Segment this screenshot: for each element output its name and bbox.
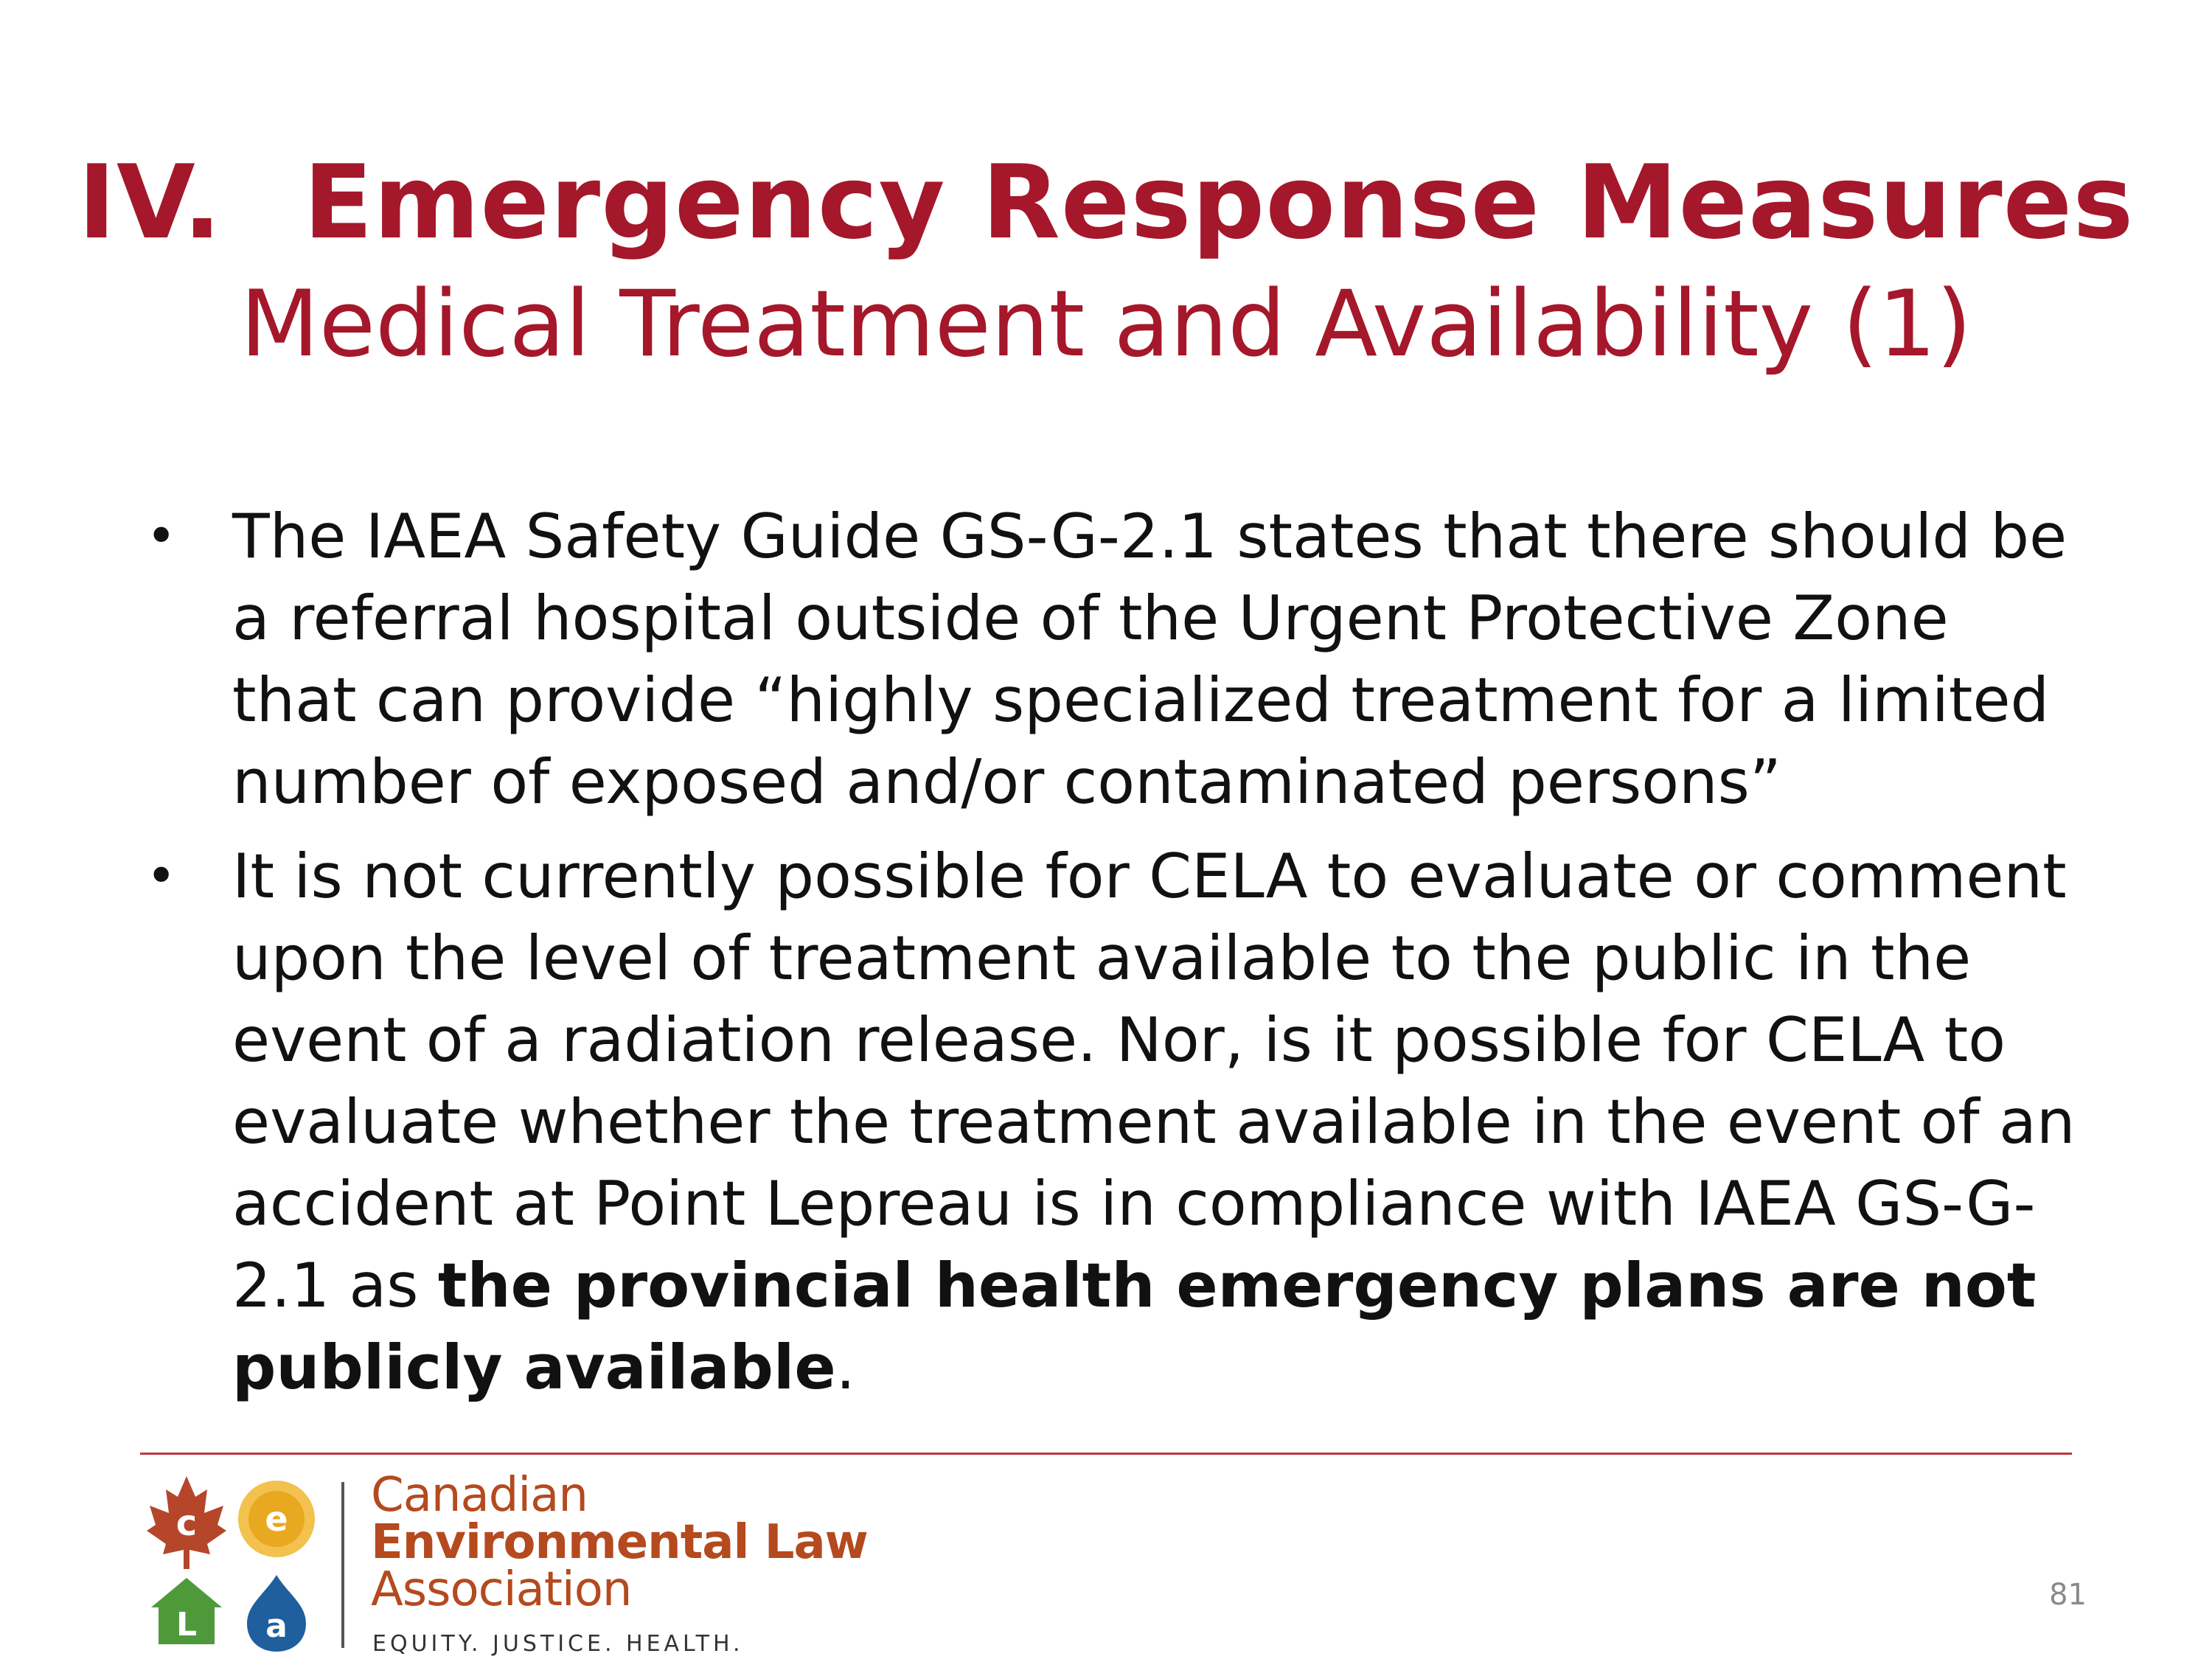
maple-leaf-icon (147, 1476, 226, 1569)
svg-text:a: a (265, 1607, 288, 1645)
bullet-text-end: . (835, 1332, 856, 1403)
title-main: Emergency Response Measures (303, 143, 2135, 262)
bullet-item (140, 495, 2087, 823)
bullet-list (140, 495, 2087, 1421)
section-number: IV. (77, 143, 223, 262)
logo-line-3: Association (371, 1562, 632, 1617)
logo-marks (144, 1467, 321, 1659)
slide-title (0, 144, 2212, 262)
bullet-icon: • (146, 846, 177, 906)
bullet-item (140, 835, 2087, 1408)
logo-divider (341, 1482, 344, 1648)
water-drop-icon (247, 1575, 306, 1652)
house-icon (151, 1578, 222, 1644)
footer-divider (140, 1453, 2072, 1455)
logo-tagline: EQUITY. JUSTICE. HEALTH. (372, 1631, 744, 1657)
bullet-text: It is not currently possible for CELA to evaluate or comment upon the level of treatment available to the public in the event of a radiation release. Nor, is it possible for CELA to evaluate whether the treatment available in the event of an accident at Point Lepreau is in compliance with IAEA GS-G-2.1 as (232, 841, 2076, 1321)
logo-line-2: Environmental Law (371, 1515, 868, 1570)
svg-text:L: L (175, 1606, 198, 1644)
logo-wordmark (371, 1468, 868, 1617)
svg-text:c: c (175, 1503, 198, 1544)
slide-subtitle: Medical Treatment and Availability (1) (240, 271, 1972, 378)
page-number: 81 (2049, 1578, 2087, 1612)
bullet-text: The IAEA Safety Guide GS-G-2.1 states that there should be a referral hospital outside of the Urgent Protective Zone that can provide “highly specialized treatment for a limited number of exposed and/or contaminated persons” (232, 501, 2067, 818)
svg-text:e: e (265, 1499, 288, 1539)
sun-icon (238, 1481, 315, 1557)
bullet-bold-text: the provincial health emergency plans are not publicly available (232, 1250, 2037, 1403)
cela-logo (144, 1467, 868, 1659)
logo-line-1: Canadian (371, 1468, 588, 1523)
bullet-icon: • (146, 506, 177, 566)
